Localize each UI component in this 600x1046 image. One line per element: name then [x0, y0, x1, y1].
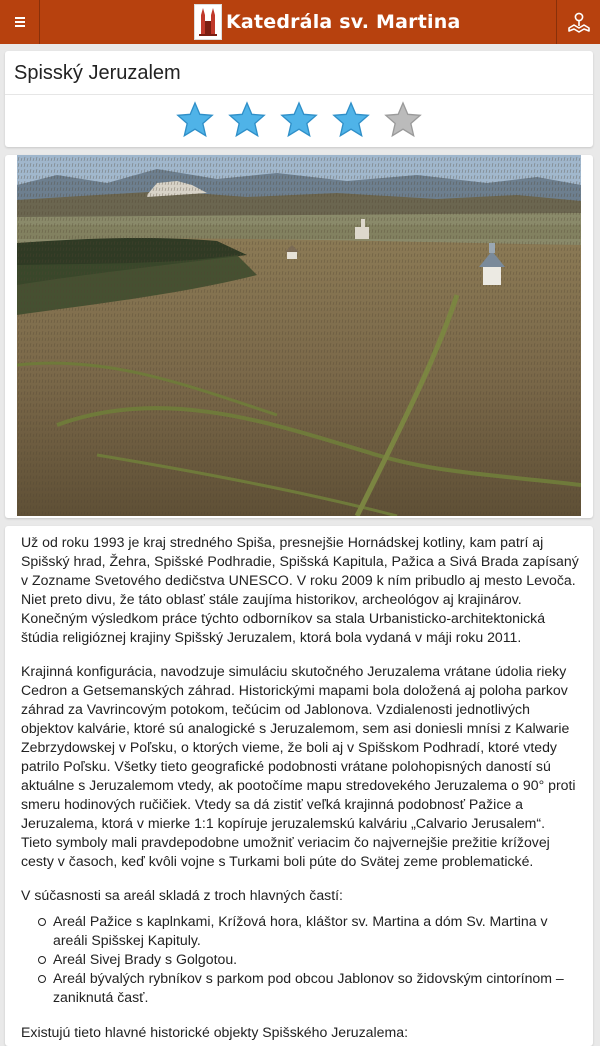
star-icon[interactable]	[383, 100, 423, 140]
star-icon[interactable]	[175, 100, 215, 140]
list-item: Areál Pažice s kaplnkami, Krížová hora, kláštor sv. Martina a dóm Sv. Martina v areáli Spišskej Kapituly.	[35, 912, 579, 950]
app-bar	[0, 0, 600, 44]
page-title: Spisský Jeruzalem	[5, 51, 593, 95]
areas-list	[21, 912, 579, 1007]
image-card	[5, 155, 593, 518]
hamburger-menu-icon	[13, 15, 27, 29]
map-icon	[567, 11, 591, 33]
article-card	[5, 526, 593, 1046]
title-card	[5, 51, 593, 147]
star-icon[interactable]	[227, 100, 267, 140]
list-item: Areál bývalých rybníkov s parkom pod obcou Jablonov so židovským cintorínom – zaniknutá časť.	[35, 969, 579, 1007]
landscape-photo	[17, 155, 581, 516]
star-icon[interactable]	[279, 100, 319, 140]
list-item: Areál Sivej Brady s Golgotou.	[35, 950, 579, 969]
rating-stars[interactable]	[5, 95, 593, 140]
app-title: Katedrála sv. Martina	[226, 11, 461, 33]
article-paragraph: Krajinná konfigurácia, navodzuje simuláciu skutočného Jeruzalema vrátane údolia rieky Cedron a Getsemanských záhrad. Historickými mapami bola doložená aj poloha parkov záhrad za Vavrincovým potokom, tečúcim od Jablonova. Vzdialenosti jednotlivých objektov kalvárie, ktoré sú analogické s Jeruzalemom, sem asi doniesli mnísi z Kalwarie Zebrzydowskej v Poľsku, o ktorých vieme, že boli aj v Spišskom Podhradí, ktoré vtedy patrilo Poľsku. Všetky tieto geografické podobnosti vrátane polohopisných daností sú aktuálne s Jeruzalemom vtedy, ak pootočíme mapu stredovekého Jeruzalema o 90° proti smeru hodinových ručičiek. Vtedy sa dá zistiť veľká krajinná podobnosť Pažice a Jeruzalema, ktorá v mierke 1:1 kopíruje jeruzalemskú kalváriu „Calvario Jerusalem“. Tieto symboly mali pravdepodobne umožniť veriacim čo najvernejšie prežitie krížovej cesty v časoch, keď kvôli vojne s Turkami boli púte do Svätej zeme problematické.	[21, 663, 576, 869]
article-paragraph: V súčasnosti sa areál skladá z troch hlavných častí:	[21, 887, 343, 903]
star-icon[interactable]	[331, 100, 371, 140]
map-button[interactable]	[556, 0, 600, 44]
cathedral-logo	[194, 4, 222, 40]
app-brand	[194, 4, 460, 40]
article-paragraph: Už od roku 1993 je kraj stredného Spiša, presnejšie Hornádskej kotliny, kam patrí aj Spišský hrad, Žehra, Spišské Podhradie, Spišská Kapitula, Pažica a Sivá Brada zapísaný v Zozname Svetového dedičstva UNESCO. V roku 2009 k ním pribudlo aj mesto Levoča. Niet preto divu, že táto oblasť stále zaujíma historikov, archeológov aj krajinárov. Konečným výsledkom práce týchto odborníkov sa stala Urbanisticko-architektonická štúdia religióznej krajiny Spišský Jeruzalem, ktorá bola vydaná v máji roku 2011.	[21, 534, 579, 645]
menu-button[interactable]	[0, 0, 40, 44]
article-paragraph: Existujú tieto hlavné historické objekty Spišského Jeruzalema:	[21, 1024, 408, 1040]
